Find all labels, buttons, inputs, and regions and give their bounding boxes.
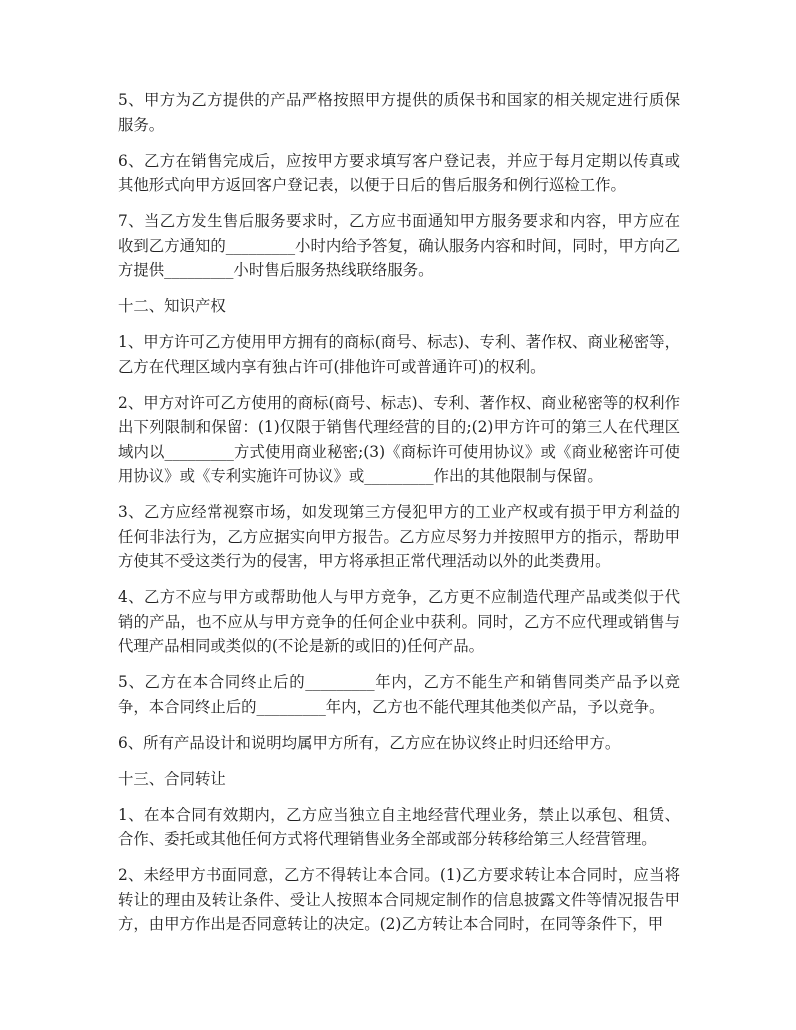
paragraph-independent-operation: 1、在本合同有效期内，乙方应当独立自主地经营代理业务，禁止以承包、租赁、合作、委托或其他任何方式将代理销售业务全部或部分转移给第三人经营管理。: [118, 805, 680, 848]
document-body: [118, 88, 680, 948]
paragraph-service-warranty: 5、甲方为乙方提供的产品严格按照甲方提供的质保书和国家的相关规定进行质保服务。: [118, 91, 680, 134]
section-heading-intellectual-property: 十二、知识产权: [118, 297, 226, 315]
paragraph-after-sales-request: 7、当乙方发生售后服务要求时，乙方应书面通知甲方服务要求和内容，甲方应在收到乙方通知的_________小时内给予答复，确认服务内容和时间，同时，甲方向乙方提供_________小时售后服务热线联络服务。: [118, 212, 680, 279]
section-heading-contract-transfer: 十三、合同转让: [118, 769, 226, 788]
paragraph-post-termination: 5、乙方在本合同终止后的_________年内，乙方不能生产和销售同类产品予以竞争，本合同终止后的_________年内，乙方也不能代理其他类似产品，予以竞争。: [118, 673, 680, 716]
paragraph-non-compete: 4、乙方不应与甲方或帮助他人与甲方竞争，乙方更不应制造代理产品或类似于代销的产品，也不应从与甲方竞争的任何企业中获利。同时，乙方不应代理或销售与代理产品相同或类似的(不论是新的或旧的)任何产品。: [118, 588, 680, 655]
paragraph-ip-license: 1、甲方许可乙方使用甲方拥有的商标(商号、标志)、专利、著作权、商业秘密等，乙方在代理区域内享有独占许可(排他许可或普通许可)的权利。: [118, 333, 680, 376]
paragraph-market-inspection: 3、乙方应经常视察市场，如发现第三方侵犯甲方的工业产权或有损于甲方利益的任何非法行为，乙方应据实向甲方报告。乙方应尽努力并按照甲方的指示，帮助甲方使其不受这类行为的侵害，甲方将承担正常代理活动以外的此类费用。: [118, 503, 680, 570]
paragraph-transfer-consent: 2、未经甲方书面同意，乙方不得转让本合同。(1)乙方要求转让本合同时，应当将转让的理由及转让条件、受让人按照本合同规定制作的信息披露文件等情况报告甲方，由甲方作出是否同意转让的决定。(2)乙方转让本合同时，在同等条件下，甲: [118, 866, 680, 933]
paragraph-customer-registration: 6、乙方在销售完成后，应按甲方要求填写客户登记表，并应于每月定期以传真或其他形式向甲方返回客户登记表，以便于日后的售后服务和例行巡检工作。: [118, 151, 680, 194]
paragraph-product-designs: 6、所有产品设计和说明均属甲方所有，乙方应在协议终止时归还给甲方。: [118, 733, 621, 752]
paragraph-ip-restrictions: 2、甲方对许可乙方使用的商标(商号、标志)、专利、著作权、商业秘密等的权利作出下列限制和保留：(1)仅限于销售代理经营的目的;(2)甲方许可的第三人在代理区域内以_________方式使用商业秘密;(3)《商标许可使用协议》或《商业秘密许可使用协议》或《专利实施许可协议》或_________作出的其他限制与保留。: [118, 393, 680, 485]
